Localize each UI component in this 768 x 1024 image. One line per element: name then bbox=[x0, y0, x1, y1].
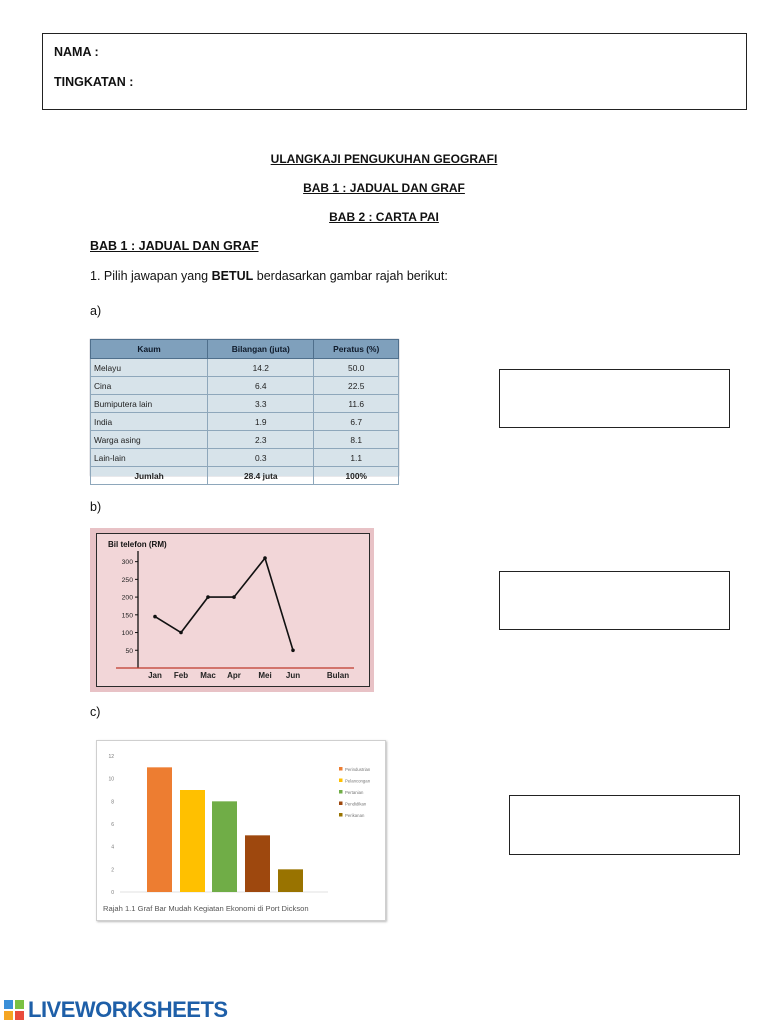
table-row bbox=[91, 395, 399, 413]
table-cell: 3.3 bbox=[208, 395, 314, 413]
bar bbox=[180, 790, 205, 892]
nama-label: NAMA : bbox=[54, 45, 99, 59]
bar bbox=[278, 869, 303, 892]
table-row bbox=[91, 359, 399, 377]
table-cell: 22.5 bbox=[314, 377, 399, 395]
table-cell: Melayu bbox=[91, 359, 208, 377]
y-tick-label: 200 bbox=[121, 594, 133, 602]
bab1-title: BAB 1 : JADUAL DAN GRAF bbox=[303, 181, 465, 195]
table-cell: 1.1 bbox=[314, 449, 399, 467]
y-tick-label: 2 bbox=[111, 867, 114, 874]
table-cell: 100% bbox=[314, 467, 399, 485]
table-cell: Jumlah bbox=[91, 467, 208, 485]
x-tick-label: Apr bbox=[227, 671, 241, 680]
student-info-box bbox=[42, 33, 747, 110]
table-header: Bilangan (juta) bbox=[208, 340, 314, 359]
table-cell: 50.0 bbox=[314, 359, 399, 377]
y-tick-label: 8 bbox=[111, 799, 114, 806]
table-cell: 14.2 bbox=[208, 359, 314, 377]
bar bbox=[147, 767, 172, 892]
y-tick-label: 250 bbox=[121, 576, 133, 584]
legend-swatch bbox=[339, 802, 343, 806]
y-tick-label: 12 bbox=[108, 754, 114, 760]
data-point bbox=[232, 595, 236, 599]
table-cell: Lain-lain bbox=[91, 449, 208, 467]
footer-brand: LIVEWORKSHEETS bbox=[28, 997, 228, 1022]
table-cell: Cina bbox=[91, 377, 208, 395]
bar bbox=[212, 801, 237, 892]
table-cell: Bumiputera lain bbox=[91, 395, 208, 413]
table-cell: Warga asing bbox=[91, 431, 208, 449]
footer-logo bbox=[4, 997, 228, 1023]
legend-label: Pertanian bbox=[345, 790, 364, 795]
table-cell: 6.4 bbox=[208, 377, 314, 395]
y-tick-label: 10 bbox=[108, 776, 114, 783]
bab2-title: BAB 2 : CARTA PAI bbox=[329, 210, 439, 224]
legend-swatch bbox=[339, 767, 343, 771]
table-row bbox=[91, 449, 399, 467]
legend-label: Perikanan bbox=[345, 813, 365, 818]
data-point bbox=[291, 648, 295, 652]
table-cell: 8.1 bbox=[314, 431, 399, 449]
x-tick-label: Jun bbox=[285, 671, 301, 680]
line-chart bbox=[96, 533, 370, 687]
y-tick-label: 6 bbox=[111, 822, 114, 828]
question-text bbox=[90, 269, 448, 283]
table-cell: 6.7 bbox=[314, 413, 399, 431]
x-tick-label: Mei bbox=[258, 671, 272, 680]
bar bbox=[245, 835, 270, 892]
legend-swatch bbox=[339, 790, 343, 794]
answer-box-c[interactable] bbox=[509, 795, 740, 855]
tingkatan-label: TINGKATAN : bbox=[54, 75, 134, 89]
data-point bbox=[263, 556, 267, 560]
legend-label: Pelancongan bbox=[345, 778, 371, 784]
data-point bbox=[206, 595, 210, 599]
legend-label: Pendidikan bbox=[345, 801, 367, 807]
label-a: a) bbox=[90, 304, 102, 318]
x-tick-label: Feb bbox=[173, 671, 189, 680]
y-tick-label: 50 bbox=[125, 647, 133, 655]
main-title: ULANGKAJI PENGUKUHAN GEOGRAFI bbox=[270, 152, 498, 166]
table-cell: 0.3 bbox=[208, 449, 314, 467]
table-header: Peratus (%) bbox=[314, 340, 399, 359]
table-cell: 2.3 bbox=[208, 431, 314, 449]
legend-label: Perindustrian bbox=[345, 767, 371, 772]
y-tick-label: 150 bbox=[121, 612, 133, 620]
table-cell: India bbox=[91, 413, 208, 431]
question-emphasis: BETUL bbox=[211, 269, 254, 283]
table-cell: 1.9 bbox=[208, 413, 314, 431]
answer-box-b[interactable] bbox=[499, 571, 730, 630]
x-axis-title: Bulan bbox=[326, 671, 350, 680]
liveworksheets-logo-icon bbox=[4, 1000, 24, 1020]
label-b: b) bbox=[90, 500, 102, 514]
chart-caption: Rajah 1.1 Graf Bar Mudah Kegiatan Ekonomi di Port Dickson bbox=[103, 904, 309, 913]
x-tick-label: Mac bbox=[200, 671, 216, 680]
table-row bbox=[91, 377, 399, 395]
table-total-row bbox=[91, 467, 399, 485]
table-header: Kaum bbox=[91, 340, 208, 359]
legend-swatch bbox=[339, 779, 343, 783]
table-row bbox=[91, 431, 399, 449]
population-table bbox=[90, 339, 399, 481]
x-tick-label: Jan bbox=[148, 671, 162, 680]
section-heading: BAB 1 : JADUAL DAN GRAF bbox=[90, 239, 259, 253]
series-line bbox=[155, 558, 293, 650]
y-tick-label: 100 bbox=[121, 630, 133, 638]
data-point bbox=[179, 631, 183, 635]
question-suffix: berdasarkan gambar rajah berikut: bbox=[253, 269, 448, 283]
y-tick-label: 0 bbox=[111, 890, 114, 896]
table-cell: 28.4 juta bbox=[208, 467, 314, 485]
bar-chart bbox=[96, 740, 386, 921]
question-prefix: 1. Pilih jawapan yang bbox=[90, 269, 212, 283]
label-c: c) bbox=[90, 705, 101, 719]
data-point bbox=[153, 615, 157, 619]
y-tick-label: 300 bbox=[121, 559, 133, 567]
answer-box-a[interactable] bbox=[499, 369, 730, 428]
y-tick-label: 4 bbox=[111, 844, 114, 851]
legend-swatch bbox=[339, 813, 343, 817]
table-row bbox=[91, 413, 399, 431]
y-axis-title: Bil telefon (RM) bbox=[108, 540, 167, 549]
table-cell: 11.6 bbox=[314, 395, 399, 413]
